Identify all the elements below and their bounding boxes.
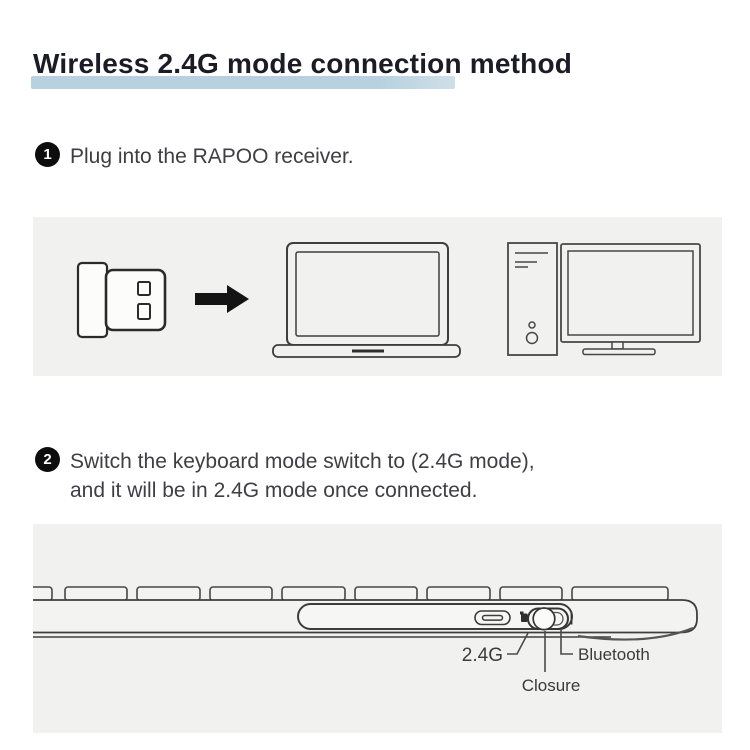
figure-receiver-plug xyxy=(33,217,722,376)
step-1-text xyxy=(70,142,354,171)
step-2-number: 2 xyxy=(43,451,52,468)
desktop-tower-icon xyxy=(508,243,557,355)
step-2-line-2: and it will be in 2.4G mode once connected. xyxy=(70,479,478,502)
laptop-icon xyxy=(273,243,460,357)
keyboard-keys xyxy=(33,587,668,601)
step-2-text xyxy=(70,447,535,505)
switch-knob xyxy=(533,608,555,630)
arrow-right-icon xyxy=(195,285,249,313)
step-1-number: 1 xyxy=(43,146,52,163)
usb-receiver-icon xyxy=(78,263,165,337)
step-2-line-1: Switch the keyboard mode switch to (2.4G mode), xyxy=(70,450,535,473)
step-1-badge xyxy=(35,142,60,167)
label-2-4g: 2.4G xyxy=(461,645,503,666)
monitor-icon xyxy=(561,244,700,355)
receiver-plug-illustration xyxy=(33,217,722,376)
label-closure: Closure xyxy=(521,676,581,695)
step-2-badge xyxy=(35,447,60,472)
keyboard-switch-illustration xyxy=(33,524,722,733)
step-1 xyxy=(33,142,354,171)
figure-keyboard-switch xyxy=(33,524,722,733)
page-header xyxy=(0,0,750,100)
step-1-line-1: Plug into the RAPOO receiver. xyxy=(70,145,354,168)
label-bluetooth: Bluetooth xyxy=(578,645,650,664)
page-title: Wireless 2.4G mode connection method xyxy=(33,48,573,79)
step-2 xyxy=(33,447,535,505)
mode-switch-icon xyxy=(528,608,572,630)
